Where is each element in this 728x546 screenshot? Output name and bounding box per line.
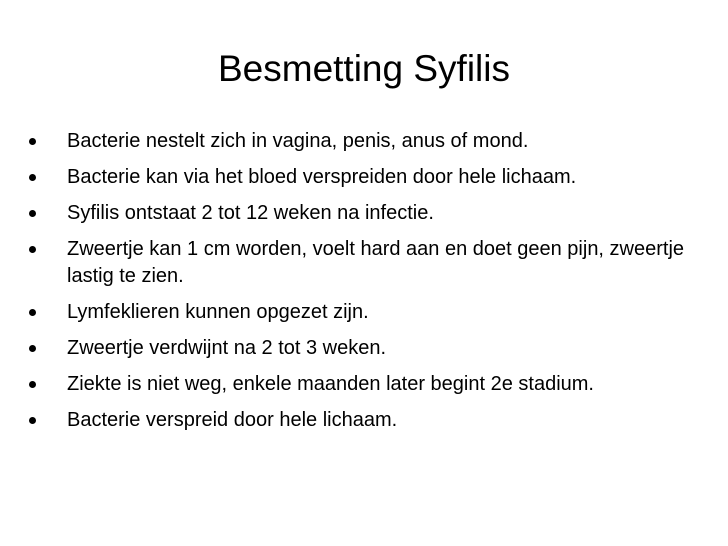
bullet-item bbox=[24, 335, 714, 362]
bullet-item bbox=[24, 236, 714, 290]
bullet-dot-icon bbox=[29, 210, 36, 217]
bullet-dot-icon bbox=[29, 345, 36, 352]
bullet-item bbox=[24, 164, 714, 191]
bullet-dot-icon bbox=[29, 246, 36, 253]
bullet-dot-icon bbox=[29, 381, 36, 388]
bullet-text: Zweertje verdwijnt na 2 tot 3 weken. bbox=[67, 337, 387, 359]
bullet-item bbox=[24, 371, 714, 398]
slide-title: Besmetting Syfilis bbox=[218, 48, 510, 89]
bullet-text: Zweertje kan 1 cm worden, voelt hard aan en doet geen pijn, zweertje lastig te zien. bbox=[67, 238, 685, 287]
bullet-text: Bacterie nestelt zich in vagina, penis, anus of mond. bbox=[67, 130, 529, 152]
bullet-text: Ziekte is niet weg, enkele maanden later begint 2e stadium. bbox=[67, 373, 594, 395]
bullet-dot-icon bbox=[29, 309, 36, 316]
bullet-dot-icon bbox=[29, 138, 36, 145]
bullet-text: Syfilis ontstaat 2 tot 12 weken na infectie. bbox=[67, 202, 434, 224]
bullet-item bbox=[24, 299, 714, 326]
bullet-item bbox=[24, 200, 714, 227]
bullet-text: Lymfeklieren kunnen opgezet zijn. bbox=[67, 301, 369, 323]
bullet-dot-icon bbox=[29, 174, 36, 181]
bullet-text: Bacterie verspreid door hele lichaam. bbox=[67, 409, 398, 431]
bullet-text: Bacterie kan via het bloed verspreiden door hele lichaam. bbox=[67, 166, 577, 188]
bullet-dot-icon bbox=[29, 417, 36, 424]
bullet-list bbox=[24, 128, 714, 443]
bullet-item bbox=[24, 128, 714, 155]
bullet-item bbox=[24, 407, 714, 434]
